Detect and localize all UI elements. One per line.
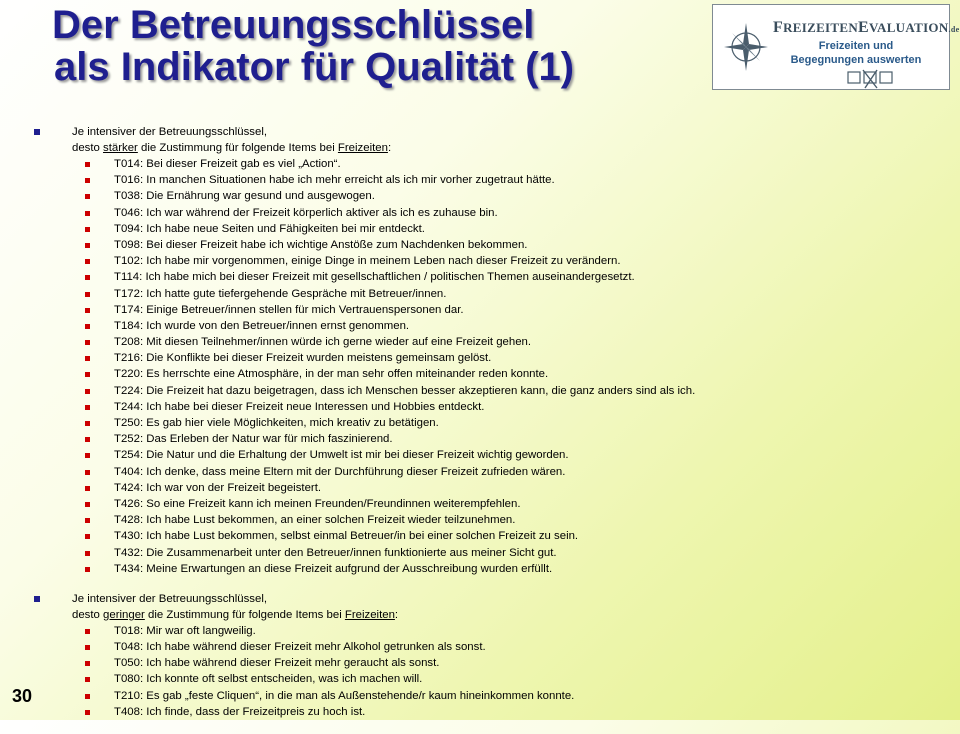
list-item [34, 269, 944, 285]
slide-content [34, 124, 944, 734]
sub-bullet-marker [85, 356, 90, 361]
logo-brand-name: FREIZEITENEVALUATION.de [773, 19, 960, 36]
logo-tagline: Freizeiten und Begegnungen auswerten [790, 40, 922, 66]
list-item-text: T404: Ich denke, dass meine Eltern mit der Durchführung dieser Freizeit zufrieden wären. [114, 465, 566, 478]
list-item [34, 480, 944, 496]
sub-bullet-marker [85, 518, 90, 523]
list-item [34, 512, 944, 528]
list-item-text: T018: Mir war oft langweilig. [114, 624, 256, 637]
list-item-text: T184: Ich wurde von den Betreuer/innen ernst genommen. [114, 319, 410, 332]
sub-bullet-marker [85, 421, 90, 426]
list-item [34, 415, 944, 431]
list-item-text: T174: Einige Betreuer/innen stellen für mich Vertrauenspersonen dar. [114, 303, 464, 316]
sub-bullet-marker [85, 194, 90, 199]
list-item [34, 623, 944, 639]
sub-bullet-marker [85, 437, 90, 442]
list-item-text: T210: Es gab „feste Cliquen“, in die man als Außenstehende/r kaum hineinkommen konnte. [114, 689, 575, 702]
sub-bullet-marker [85, 308, 90, 313]
sub-bullet-marker [85, 275, 90, 280]
list-item-text: T426: So eine Freizeit kann ich meinen Freunden/Freundinnen weiterempfehlen. [114, 497, 521, 510]
list-item-text: T408: Ich finde, dass der Freizeitpreis zu hoch ist. [114, 705, 366, 718]
sub-bullet-marker [85, 677, 90, 682]
list-item [34, 156, 944, 172]
sub-bullet-marker [85, 243, 90, 248]
list-item [34, 639, 944, 655]
list-item [34, 431, 944, 447]
list-item [34, 528, 944, 544]
sub-bullet-marker [85, 292, 90, 297]
section-intro: Je intensiver der Betreuungsschlüssel, desto geringer die Zustimmung für folgende Items bei Freizeiten: [34, 591, 944, 623]
bullet-marker [34, 129, 40, 135]
sub-bullet-marker [85, 694, 90, 699]
list-item [34, 399, 944, 415]
list-item [34, 253, 944, 269]
item-list [34, 623, 944, 720]
list-item-text: T244: Ich habe bei dieser Freizeit neue Interessen und Hobbies entdeckt. [114, 400, 485, 413]
list-item [34, 545, 944, 561]
list-item-text: T254: Die Natur und die Erhaltung der Umwelt ist mir bei dieser Freizeit wichtig geworden. [114, 449, 569, 462]
sub-bullet-marker [85, 534, 90, 539]
list-item [34, 350, 944, 366]
list-item [34, 334, 944, 350]
list-item [34, 688, 944, 704]
sub-bullet-marker [85, 710, 90, 715]
list-item-text: T016: In manchen Situationen habe ich mehr erreicht als ich mir vorher zugetraut hätte. [114, 174, 555, 187]
list-item-text: T050: Ich habe während dieser Freizeit mehr geraucht als sonst. [114, 657, 440, 670]
sub-bullet-marker [85, 551, 90, 556]
list-item-text: T434: Meine Erwartungen an diese Freizeit aufgrund der Ausschreibung wurden erfüllt. [114, 562, 553, 575]
sub-bullet-marker [85, 405, 90, 410]
bullet-marker [34, 596, 40, 602]
list-item-text: T172: Ich hatte gute tiefergehende Gespräche mit Betreuer/innen. [114, 287, 447, 300]
list-item-text: T038: Die Ernährung war gesund und ausgewogen. [114, 190, 375, 203]
list-item-text: T114: Ich habe mich bei dieser Freizeit mit gesellschaftlichen / politischen Themen auseinandergesetzt. [114, 271, 635, 284]
list-item-text: T424: Ich war von der Freizeit begeistert. [114, 481, 322, 494]
list-item [34, 561, 944, 577]
sub-bullet-marker [85, 372, 90, 377]
sub-bullet-marker [85, 661, 90, 666]
slide-title-line-2: als Indikator für Qualität (1) [54, 45, 575, 89]
intro-keyword: stärker [103, 142, 138, 154]
list-item-text: T252: Das Erleben der Natur war für mich faszinierend. [114, 433, 393, 446]
intro-target: Freizeiten [337, 142, 388, 154]
list-item-text: T080: Ich konnte oft selbst entscheiden, was ich machen will. [114, 673, 423, 686]
sub-bullet-marker [85, 645, 90, 650]
list-item-text: T102: Ich habe mir vorgenommen, einige Dinge in meinem Leben nach dieser Freizeit zu verändern. [114, 255, 621, 268]
slide-title [52, 4, 574, 88]
sub-bullet-marker [85, 211, 90, 216]
page-number: 30 [12, 686, 33, 706]
sub-bullet-marker [85, 486, 90, 491]
list-item [34, 221, 944, 237]
list-item-text: T216: Die Konflikte bei dieser Freizeit wurden meistens gemeinsam gelöst. [114, 352, 492, 365]
sub-bullet-marker [85, 340, 90, 345]
list-item [34, 655, 944, 671]
sub-bullet-marker [85, 324, 90, 329]
list-item-text: T432: Die Zusammenarbeit unter den Betreuer/innen funktionierte aus meiner Sicht gut. [114, 546, 557, 559]
intro-target: Freizeiten [344, 608, 395, 621]
list-item [34, 383, 944, 399]
item-list [34, 156, 944, 577]
list-item-text: T014: Bei dieser Freizeit gab es viel „Action“. [114, 158, 341, 170]
sub-bullet-marker [85, 389, 90, 394]
checkbox-marks-icon [847, 69, 893, 89]
sub-bullet-marker [85, 178, 90, 183]
sub-bullet-marker [85, 502, 90, 507]
sub-bullet-marker [85, 567, 90, 572]
list-item-text: T208: Mit diesen Teilnehmer/innen würde ich gerne wieder auf eine Freizeit gehen. [114, 336, 532, 349]
compass-rose-icon [723, 21, 769, 73]
list-item-text: T048: Ich habe während dieser Freizeit mehr Alkohol getrunken als sonst. [114, 641, 486, 654]
sub-bullet-marker [85, 453, 90, 458]
list-item [34, 286, 944, 302]
list-item [34, 464, 944, 480]
section-intro: Je intensiver der Betreuungsschlüssel, desto stärker die Zustimmung für folgende Items bei Freizeiten: [34, 124, 944, 156]
list-item-text: T220: Es herrschte eine Atmosphäre, in der man sehr offen miteinander reden konnte. [114, 368, 549, 381]
slide-title-line-1: Der Betreuungsschlüssel [52, 3, 535, 47]
list-item [34, 172, 944, 188]
sub-bullet-marker [85, 259, 90, 264]
list-item [34, 188, 944, 204]
list-item-text: T046: Ich war während der Freizeit körperlich aktiver als ich es zuhause bin. [114, 206, 498, 219]
sub-bullet-marker [85, 470, 90, 475]
list-item [34, 496, 944, 512]
list-item [34, 671, 944, 687]
list-item [34, 704, 944, 720]
sub-bullet-marker [85, 629, 90, 634]
sub-bullet-marker [85, 162, 90, 167]
list-item [34, 237, 944, 253]
sub-bullet-marker [85, 227, 90, 232]
list-item-text: T430: Ich habe Lust bekommen, selbst einmal Betreuer/in bei einer solchen Freizeit zu sein. [114, 530, 579, 543]
freizeitenevaluation-logo [712, 4, 960, 90]
section-lower-agreement [34, 591, 944, 720]
intro-keyword: geringer [103, 608, 145, 621]
list-item [34, 366, 944, 382]
list-item-text: T250: Es gab hier viele Möglichkeiten, mich kreativ zu betätigen. [114, 417, 439, 429]
section-stronger-agreement [34, 124, 944, 577]
list-item-text: T428: Ich habe Lust bekommen, an einer solchen Freizeit wieder teilzunehmen. [114, 514, 516, 527]
list-item [34, 205, 944, 221]
list-item-text: T098: Bei dieser Freizeit habe ich wichtige Anstöße zum Nachdenken bekommen. [114, 238, 528, 251]
list-item [34, 318, 944, 334]
list-item-text: T224: Die Freizeit hat dazu beigetragen, dass ich Menschen besser akzeptieren kann, die ganz anders sind als ich. [114, 384, 696, 397]
list-item [34, 447, 944, 463]
list-item-text: T094: Ich habe neue Seiten und Fähigkeiten bei mir entdeckt. [114, 222, 425, 235]
list-item [34, 302, 944, 318]
